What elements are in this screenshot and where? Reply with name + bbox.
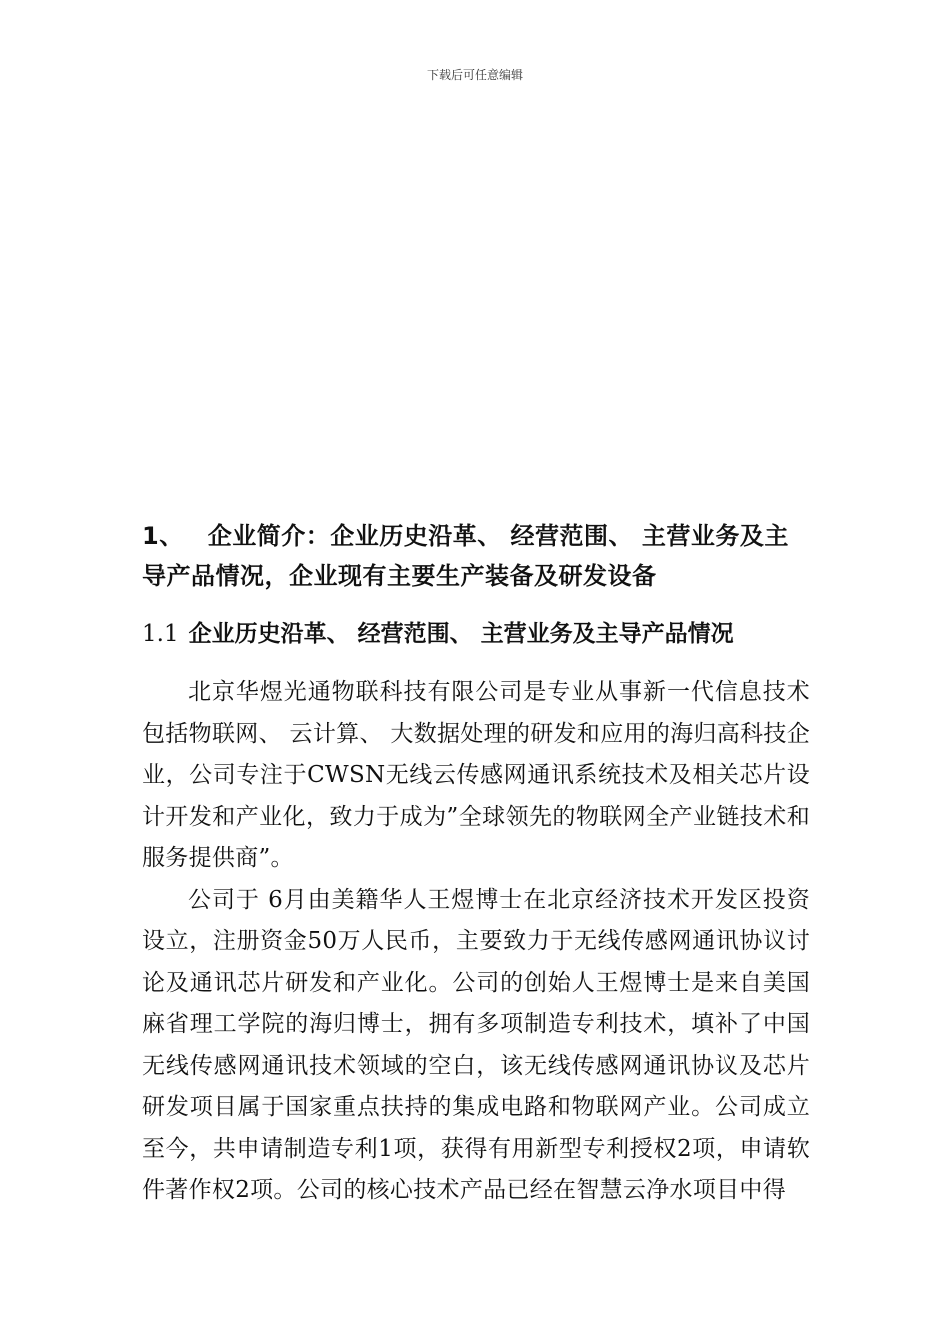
- section-1-1-number: 1.1: [142, 621, 179, 647]
- section-1-heading: [142, 516, 810, 596]
- paragraph-company-intro: 北京华煜光通物联科技有限公司是专业从事新一代信息技术包括物联网、 云计算、 大数据处理的研发和应用的海归高科技企业，公司专注于CWSN无线云传感网通讯系统技术及相关芯片设计开发和产业化，致力于成为”全球领先的物联网全产业链技术和服务提供商”。: [142, 679, 810, 871]
- paragraph-company-history: 公司于 6月由美籍华人王煜博士在北京经济技术开发区投资设立，注册资金50万人民币，主要致力于无线传感网通讯协议讨论及通讯芯片研发和产业化。公司的创始人王煜博士是来自美国麻省理工学院的海归博士，拥有多项制造专利技术，填补了中国无线传感网通讯技术领域的空白，该无线传感网通讯协议及芯片研发项目属于国家重点扶持的集成电路和物联网产业。公司成立至今，共申请制造专利1项，获得有用新型专利授权2项，申请软件著作权2项。公司的核心技术产品已经在智慧云净水项目中得: [142, 886, 810, 1203]
- section-1-title: 企业简介：企业历史沿革、 经营范围、 主营业务及主导产品情况，企业现有主要生产装备及研发设备: [142, 522, 789, 590]
- document-body: [142, 516, 810, 1212]
- section-1-1-title: 企业历史沿革、 经营范围、 主营业务及主导产品情况: [188, 621, 734, 647]
- section-1-1-heading: [142, 614, 810, 654]
- page-header-note: 下载后可任意编辑: [426, 68, 523, 82]
- section-1-number: 1、: [142, 522, 184, 550]
